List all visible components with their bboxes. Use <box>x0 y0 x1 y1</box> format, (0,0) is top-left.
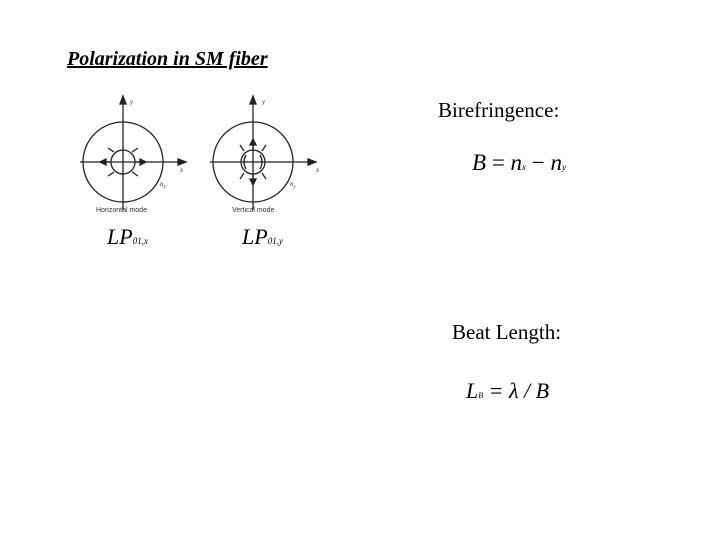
vertical-mode-diagram <box>210 96 316 210</box>
left-y-label: y <box>130 98 134 106</box>
beat-length-formula: LB = λ / B <box>466 378 550 403</box>
horizontal-mode-diagram <box>80 96 186 210</box>
birefringence-label: Birefringence: <box>438 98 560 122</box>
birefringence-formula: B = nx − ny <box>472 150 567 175</box>
beat-length-label: Beat Length: <box>452 320 562 344</box>
left-nx-label: $n_x$ <box>160 180 166 190</box>
right-y-label: y <box>262 98 266 106</box>
left-x-label: x <box>180 166 184 174</box>
right-x-label: x <box>316 166 320 174</box>
lp01y-label: LP01,y <box>242 224 283 249</box>
horizontal-mode-caption: Horizontal mode <box>96 207 147 214</box>
y-axis-arrowhead <box>120 96 126 104</box>
slide-title: Polarization in SM fiber <box>67 48 268 70</box>
x-axis-arrowhead <box>178 159 186 165</box>
x-axis-arrowhead <box>308 159 316 165</box>
y-axis-arrowhead <box>250 96 256 104</box>
lp01x-label: LP01,x <box>107 224 148 249</box>
right-ny-label: $n_y$ <box>290 180 296 190</box>
vertical-mode-caption: Vertical mode <box>232 207 275 214</box>
